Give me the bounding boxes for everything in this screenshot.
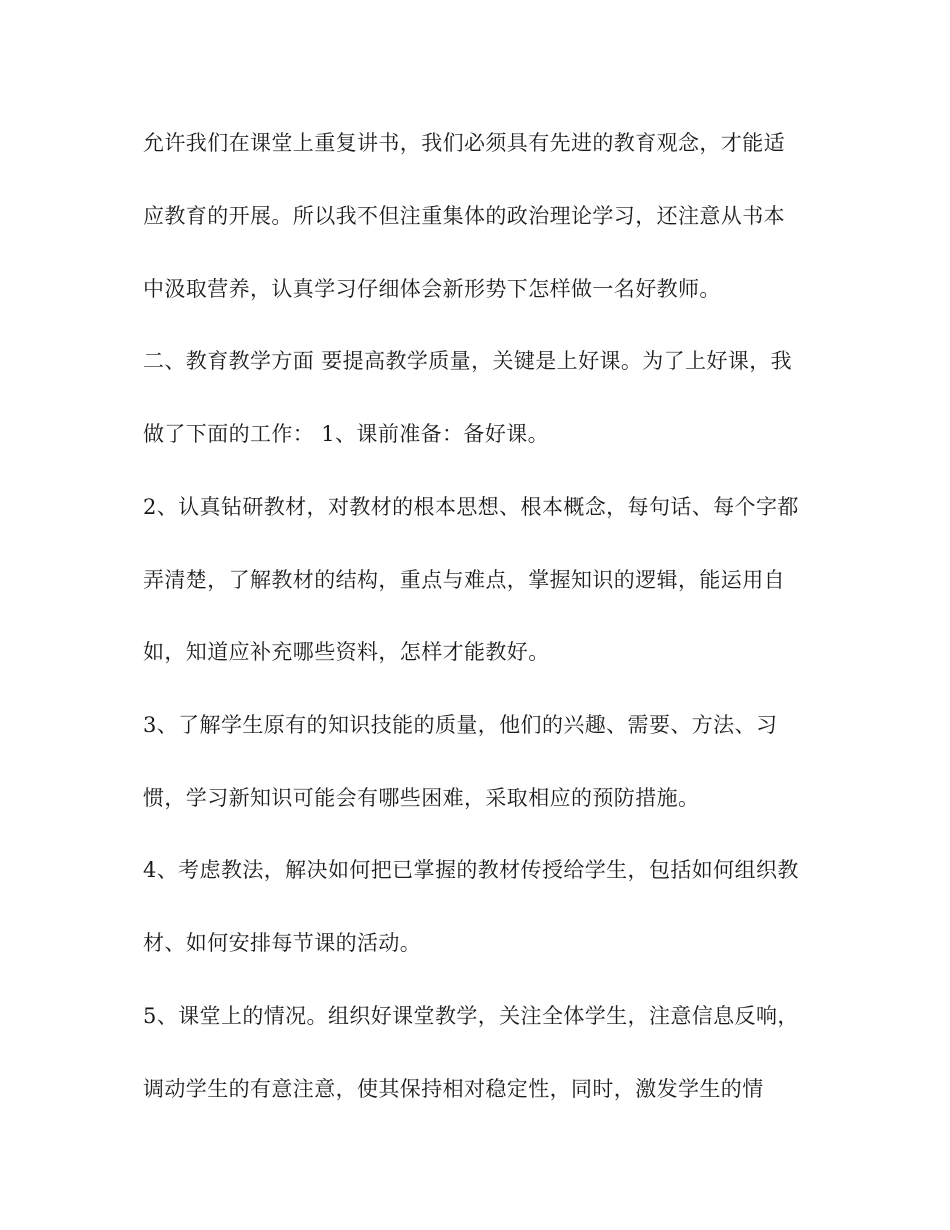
paragraph-line: 应教育的开展。所以我不但注重集体的政治理论学习，还注意从书本 — [143, 204, 785, 228]
paragraph-line: 做了下面的工作： 1、课前准备：备好课。 — [143, 422, 550, 446]
paragraph-line: 4、考虑教法，解决如何把已掌握的教材传授给学生，包括如何组织教 — [143, 858, 799, 882]
paragraph-line: 5、课堂上的情况。组织好课堂教学，关注全体学生，注意信息反响， — [143, 1004, 799, 1028]
paragraph-line: 二、教育教学方面 要提高教学质量，关键是上好课。为了上好课，我 — [143, 349, 793, 373]
paragraph-line: 弄清楚，了解教材的结构，重点与难点，掌握知识的逻辑，能运用自 — [143, 568, 785, 592]
paragraph-line: 2、认真钻研教材，对教材的根本思想、根本概念，每句话、每个字都 — [143, 495, 799, 519]
paragraph-line: 允许我们在课堂上重复讲书，我们必须具有先进的教育观念，才能适 — [143, 131, 785, 155]
paragraph-line: 惯，学习新知识可能会有哪些困难，采取相应的预防措施。 — [143, 786, 700, 810]
paragraph-line: 调动学生的有意注意，使其保持相对稳定性，同时，激发学生的情 — [143, 1077, 764, 1101]
paragraph-line: 3、了解学生原有的知识技能的质量，他们的兴趣、需要、方法、习 — [143, 713, 778, 737]
paragraph-line: 如，知道应补充哪些资料，怎样才能教好。 — [143, 640, 550, 664]
paragraph-line: 材、如何安排每节课的活动。 — [143, 931, 422, 955]
paragraph-line: 中汲取营养，认真学习仔细体会新形势下怎样做一名好教师。 — [143, 277, 721, 301]
